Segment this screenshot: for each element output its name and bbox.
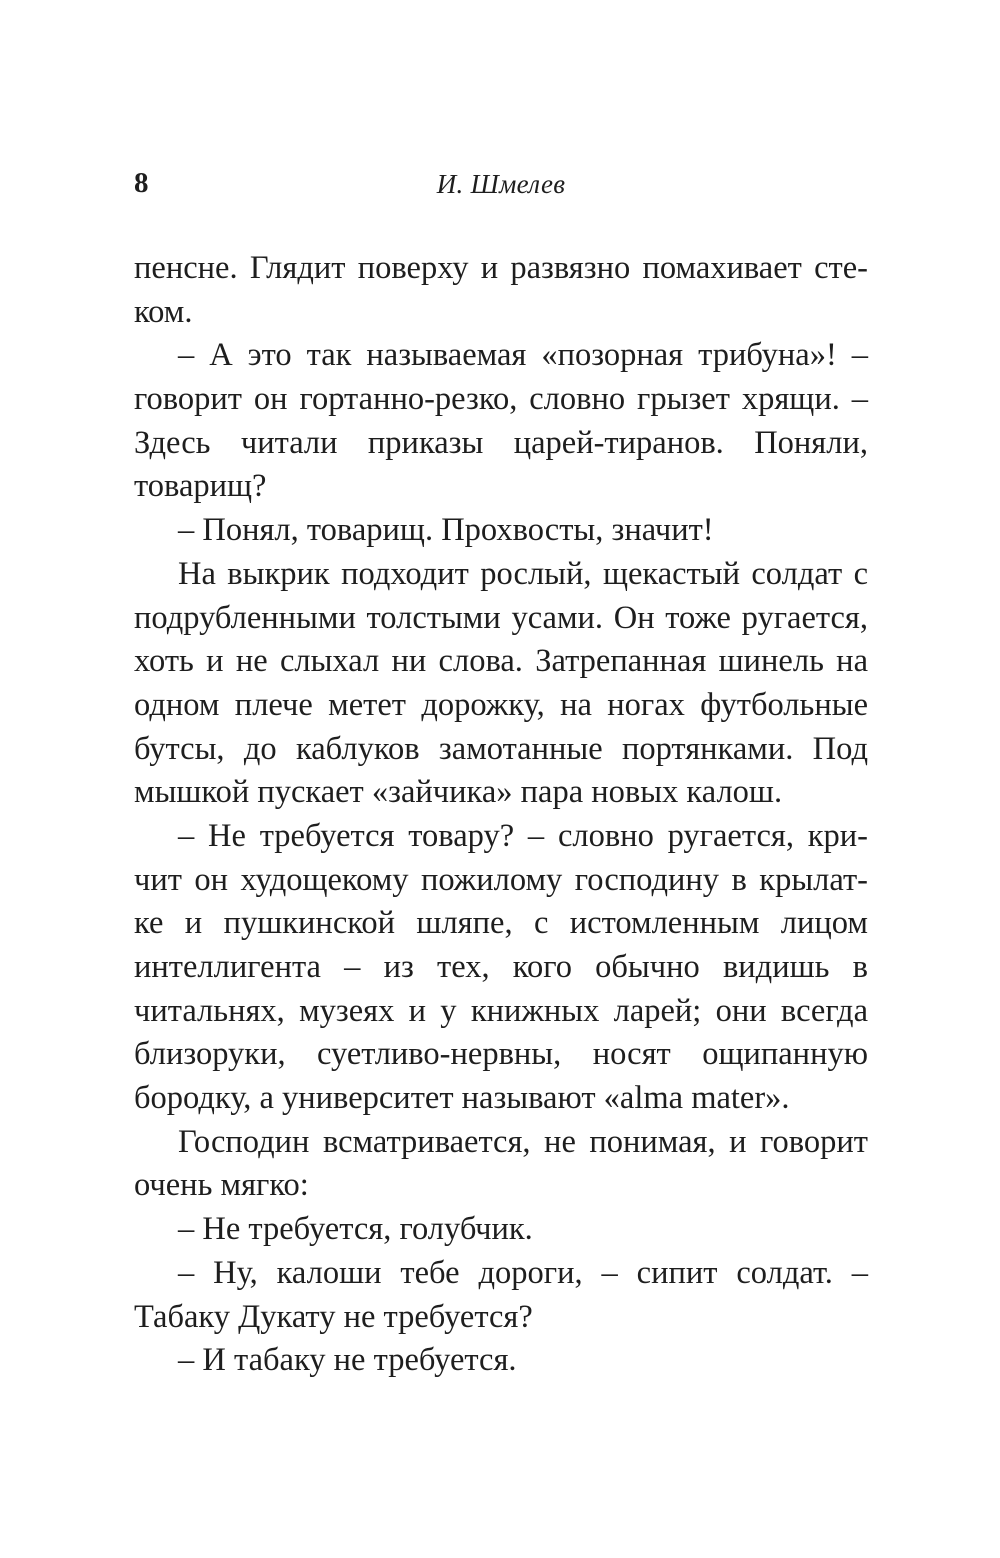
text-line: хоть и не слыхал ни слова. Затрепанная шинель на [134, 643, 868, 680]
text-line: – Не требуется, голубчик. [178, 1211, 533, 1248]
text-line: бутсы, до каблуков замотанные портянками. Под [134, 730, 868, 767]
text-line: чит он худощекому пожилому господину в крылат- [134, 861, 868, 898]
page-number: 8 [134, 167, 149, 199]
text-line: одном плече метет дорожку, на ногах футбольные [134, 686, 868, 723]
text-line: читальнях, музеях и у книжных ларей; они всегда [134, 992, 868, 1029]
text-line: – Не требуется товару? – словно ругается, кри- [178, 817, 868, 854]
text-line: интеллигента – из тех, кого обычно видишь в [134, 949, 868, 985]
text-line: подрубленными толстыми усами. Он тоже ругается, [134, 599, 868, 636]
running-title: И. Шмелев [436, 169, 566, 199]
text-line: Табаку Дукату не требуется? [134, 1298, 533, 1335]
text-line: – А это так называемая «позорная трибуна»! – [178, 337, 868, 374]
text-line: очень мягко: [134, 1167, 309, 1204]
text-line: говорит он гортанно-резко, словно грызет хрящи. – [134, 381, 868, 418]
text-line: – Понял, товарищ. Прохвосты, значит! [178, 512, 714, 549]
body-text [134, 247, 868, 1383]
text-line: пенсне. Глядит поверху и развязно помахивает сте- [134, 250, 868, 286]
text-line: товарищ? [134, 468, 267, 505]
text-line: ке и пушкинской шляпе, с истомленным лицом [134, 905, 868, 942]
text-line: – Ну, калоши тебе дороги, – сипит солдат. – [178, 1254, 868, 1291]
text-line: близоруки, суетливо-нервны, носят ощипанную [134, 1036, 868, 1073]
text-line: мышкой пускает «зайчика» пара новых калош. [134, 774, 783, 811]
text-line: Господин всматривается, не понимая, и говорит [178, 1123, 868, 1160]
text-line: – И табаку не требуется. [178, 1342, 517, 1379]
text-line: На выкрик подходит рослый, щекастый солдат с [178, 555, 868, 592]
text-line: бородку, а университет называют «alma mater». [134, 1080, 790, 1117]
text-line: Здесь читали приказы царей-тиранов. Поняли, [134, 424, 868, 461]
text-line: ком. [134, 293, 193, 330]
